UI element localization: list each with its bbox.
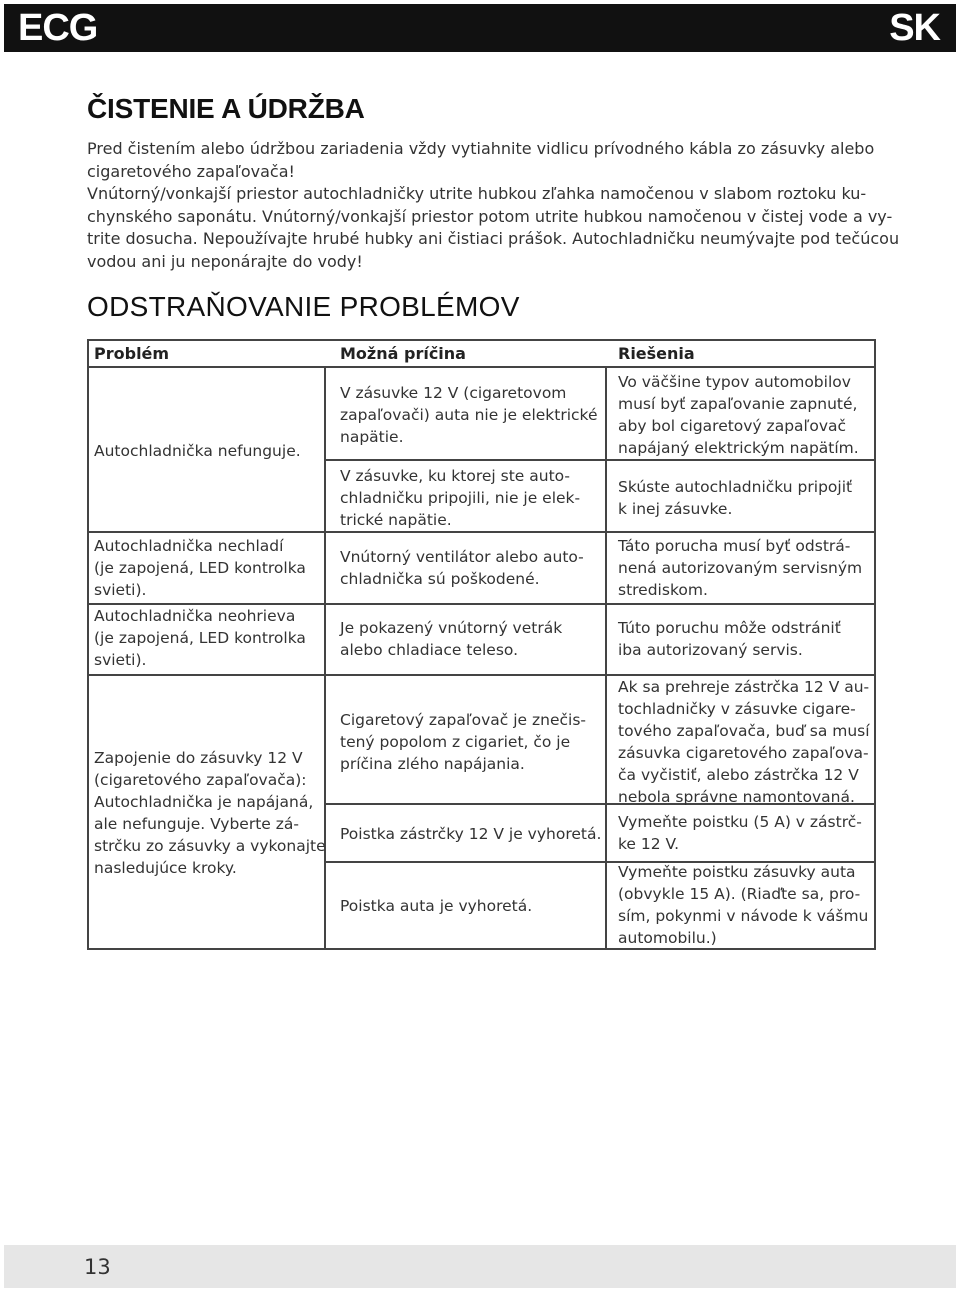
row-divider	[607, 459, 876, 461]
solution-cell: Ak sa prehreje zástrčka 12 V au- tochladničky v zásuvke cigare- tového zapaľovača, buď sa musí zásuvka cigaretového zapaľova- ča vyčistiť, alebo zástrčka 12 V nebola správne namontovaná.	[618, 678, 870, 806]
row-divider	[326, 861, 607, 863]
cause-cell: Poistka zástrčky 12 V je vyhoretá.	[340, 825, 602, 843]
troubleshooting-title: ODSTRAŇOVANIE PROBLÉMOV	[87, 291, 520, 322]
row-divider	[326, 603, 607, 605]
column-header-solution: Riešenia	[618, 344, 695, 363]
row-divider	[326, 531, 607, 533]
row-divider	[89, 674, 326, 676]
row-divider	[326, 803, 607, 805]
cleaning-line: Vnútorný/vonkajší priestor autochladničky utrite hubkou zľahka namočenou v slabom roztoku ku-	[87, 184, 867, 203]
cleaning-line: trite dosucha. Nepoužívajte hrubé hubky ani čistiaci prášok. Autochladničku neumývajte pod tečúcou	[87, 229, 900, 248]
row-divider	[607, 531, 876, 533]
solution-cell: Vo väčšine typov automobilov musí byť zapaľovanie zapnuté, aby bol cigaretový zapaľovač napájaný elektrickým napätím.	[618, 373, 859, 457]
row-divider	[607, 603, 876, 605]
cleaning-title: ČISTENIE A ÚDRŽBA	[87, 93, 365, 124]
language-code: SK	[889, 7, 940, 49]
footer-bar	[4, 1245, 956, 1288]
brand-logo: ECG	[18, 7, 98, 49]
page-number: 13	[84, 1255, 111, 1279]
solution-cell: Skúste autochladničku pripojiť k inej zásuvke.	[618, 478, 853, 518]
solution-cell: Vymeňte poistku (5 A) v zástrč- ke 12 V.	[618, 813, 862, 853]
row-divider	[326, 674, 607, 676]
cause-cell: V zásuvke, ku ktorej ste auto- chladničku pripojili, nie je elek- trické napätie.	[340, 467, 581, 529]
problem-cell: Autochladnička nefunguje.	[94, 442, 301, 460]
cleaning-line: vodou ani ju neponárajte do vody!	[87, 251, 363, 271]
problem-cell: Zapojenie do zásuvky 12 V (cigaretového zapaľovača): Autochladnička je napájaná, ale nefunguje. Vyberte zá- strčku zo zásuvky a vykonajte nasledujúce kroky.	[94, 749, 326, 877]
cause-cell: Je pokazený vnútorný vetrák alebo chladiace teleso.	[340, 619, 563, 659]
row-divider	[89, 531, 326, 533]
row-divider	[326, 459, 607, 461]
header-bar	[4, 4, 956, 52]
cleaning-line: Pred čistením alebo údržbou zariadenia vždy vytiahnite vidlicu prívodného kábla zo zásuvky alebo	[87, 139, 875, 158]
solution-cell: Vymeňte poistku zásuvky auta (obvykle 15 A). (Riaďte sa, pro- sím, pokynmi v návode k vášmu automobilu.)	[618, 863, 869, 947]
problem-cell: Autochladnička nechladí (je zapojená, LED kontrolka svieti).	[94, 537, 306, 599]
solution-cell: Túto poruchu môže odstrániť iba autorizovaný servis.	[618, 619, 841, 659]
table-header-row	[89, 341, 874, 368]
column-header-cause: Možná príčina	[340, 344, 466, 363]
cause-cell: Poistka auta je vyhoretá.	[340, 897, 533, 915]
cleaning-line: chynského saponátu. Vnútorný/vonkajší priestor potom utrite hubkou namočenou v čistej vode a vy-	[87, 206, 893, 226]
cause-cell: Cigaretový zapaľovač je znečis- tený popolom z cigariet, čo je príčina zlého napájania.	[340, 711, 587, 773]
troubleshooting-table	[87, 339, 876, 950]
solution-cell: Táto porucha musí byť odstrá- nená autorizovaným servisným strediskom.	[618, 537, 863, 599]
problem-cell: Autochladnička neohrieva (je zapojená, LED kontrolka svieti).	[94, 607, 306, 669]
cleaning-line: cigaretového zapaľovača!	[87, 161, 295, 181]
cleaning-text	[87, 138, 900, 273]
cause-cell: Vnútorný ventilátor alebo auto- chladnička sú poškodené.	[340, 548, 584, 588]
cause-cell: V zásuvke 12 V (cigaretovom zapaľovači) auta nie je elektrické napätie.	[340, 384, 598, 446]
column-header-problem: Problém	[94, 344, 170, 363]
